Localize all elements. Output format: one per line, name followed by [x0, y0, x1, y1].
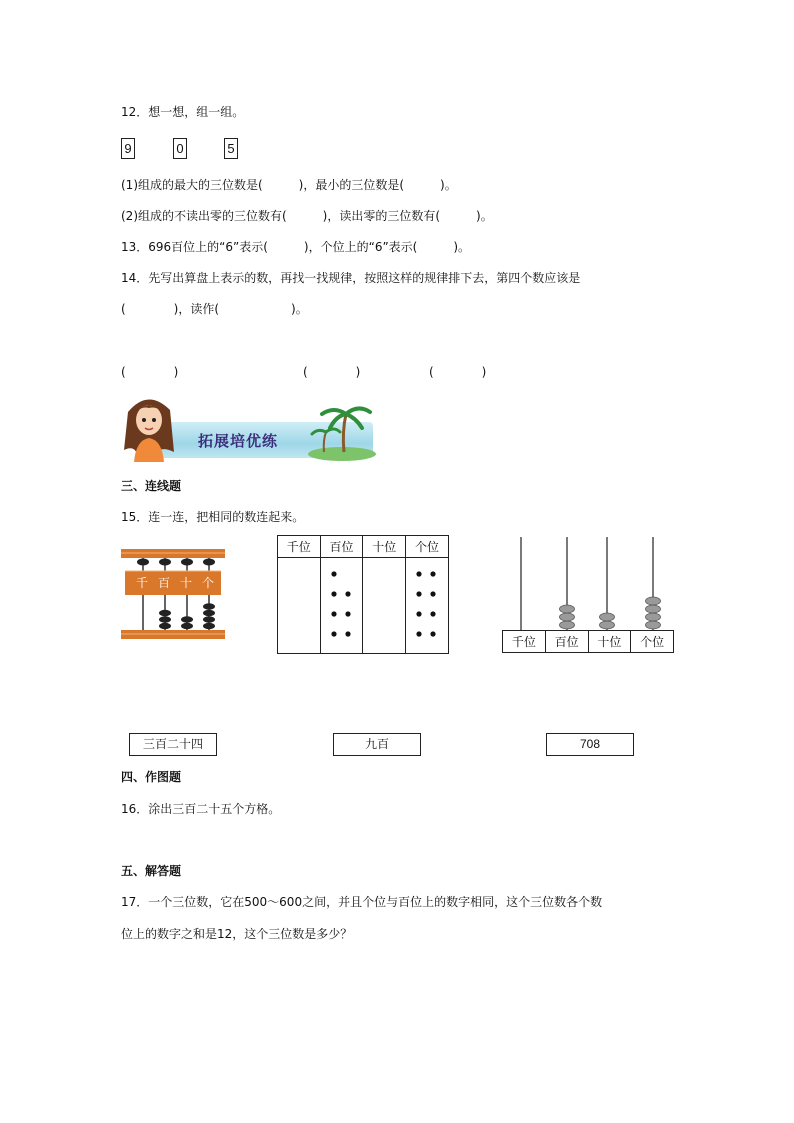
abacus-bead: [159, 610, 171, 616]
abacus-bead: [181, 623, 193, 629]
girl-illustration: [118, 392, 180, 462]
section5-heading: 五、解答题: [121, 864, 182, 878]
palm-tree-illustration: [306, 402, 378, 462]
dot-bai: [345, 591, 350, 596]
section4-heading: 四、作图题: [121, 770, 182, 784]
dot-bai: [331, 611, 336, 616]
q12-title: 12．想一想，组一组。: [121, 105, 245, 119]
q14-line1: 14．先写出算盘上表示的数，再找一找规律，按照这样的规律排下去，第四个数应该是: [121, 271, 581, 285]
dot-ge: [416, 571, 421, 576]
counter-bead: [646, 621, 661, 629]
dot-ge: [430, 591, 435, 596]
dots-bai: [322, 564, 362, 644]
abacus-label-qian: 千: [136, 576, 149, 590]
table-header-bai: 百位: [320, 536, 363, 558]
counter-label-shi: 十位: [588, 631, 631, 653]
answer-box-2[interactable]: 九百: [333, 733, 421, 756]
table-header-shi: 十位: [363, 536, 406, 558]
dot-ge: [430, 571, 435, 576]
q12-part1: (1)组成的最大的三位数是( )，最小的三位数是( )。: [121, 178, 457, 192]
counter-bead: [646, 597, 661, 605]
abacus-lower-beads: [121, 600, 225, 630]
digit-card-1: 9: [121, 138, 135, 159]
abacus-bead: [181, 616, 193, 622]
counter-rods: [502, 537, 674, 631]
dot-bai: [331, 571, 336, 576]
counter-bead: [560, 613, 575, 621]
q17-line1: 17．一个三位数，它在500～600之间，并且个位与百位上的数字相同，这个三位数各个数: [121, 895, 603, 909]
q16-text: 16．涂出三百二十五个方格。: [121, 802, 281, 816]
table-cell-ge: [406, 558, 449, 654]
section3-heading: 三、连线题: [121, 479, 182, 493]
table-header-qian: 千位: [278, 536, 321, 558]
dot-bai: [345, 631, 350, 636]
q14-blank-2: ( ): [303, 365, 361, 379]
dots-ge: [407, 564, 447, 644]
abacus-bead: [203, 610, 215, 616]
abacus-bead: [159, 616, 171, 622]
abacus-label-bai: 百: [158, 576, 171, 590]
counter-label-qian: 千位: [503, 631, 546, 653]
dot-bai: [331, 631, 336, 636]
q14-blank-1: ( ): [121, 365, 179, 379]
counter-label-row: [502, 630, 674, 653]
counter-bead: [600, 621, 615, 629]
abacus-label-ge: 个: [202, 576, 215, 590]
abacus-bead: [203, 616, 215, 622]
q13-text: 13．696百位上的“6”表示( )，个位上的“6”表示( )。: [121, 240, 471, 254]
dot-ge: [416, 631, 421, 636]
banner-title: 拓展培优练: [198, 432, 279, 450]
q14-line2: ( )，读作( )。: [121, 302, 308, 316]
dot-bai: [331, 591, 336, 596]
counter-bead: [560, 605, 575, 613]
digit-card-3: 5: [224, 138, 238, 159]
q17-line2: 位上的数字之和是12，这个三位数是多少？: [121, 927, 353, 941]
counter-label-ge: 个位: [631, 631, 674, 653]
counter-bead: [600, 613, 615, 621]
dot-ge: [430, 631, 435, 636]
dot-bai: [345, 611, 350, 616]
abacus-bead: [203, 623, 215, 629]
dot-ge: [430, 611, 435, 616]
abacus-label-shi: 十: [180, 576, 193, 590]
answer-box-1[interactable]: 三百二十四: [129, 733, 217, 756]
q15-text: 15．连一连，把相同的数连起来。: [121, 510, 305, 524]
abacus-bead: [159, 623, 171, 629]
counter-label-bai: 百位: [545, 631, 588, 653]
q14-blank-3: ( ): [429, 365, 487, 379]
q12-part2: (2)组成的不读出零的三位数有( )，读出零的三位数有( )。: [121, 209, 493, 223]
table-cell-shi: [363, 558, 406, 654]
dot-ge: [416, 591, 421, 596]
digit-card-2: 0: [173, 138, 187, 159]
table-cell-bai: [320, 558, 363, 654]
abacus-bead: [203, 603, 215, 609]
place-value-table: [277, 535, 449, 654]
table-cell-qian: [278, 558, 321, 654]
table-header-ge: 个位: [406, 536, 449, 558]
counter-bead: [646, 605, 661, 613]
counter-bead: [560, 621, 575, 629]
dot-ge: [416, 611, 421, 616]
answer-box-3[interactable]: 708: [546, 733, 634, 756]
counter-bead: [646, 613, 661, 621]
